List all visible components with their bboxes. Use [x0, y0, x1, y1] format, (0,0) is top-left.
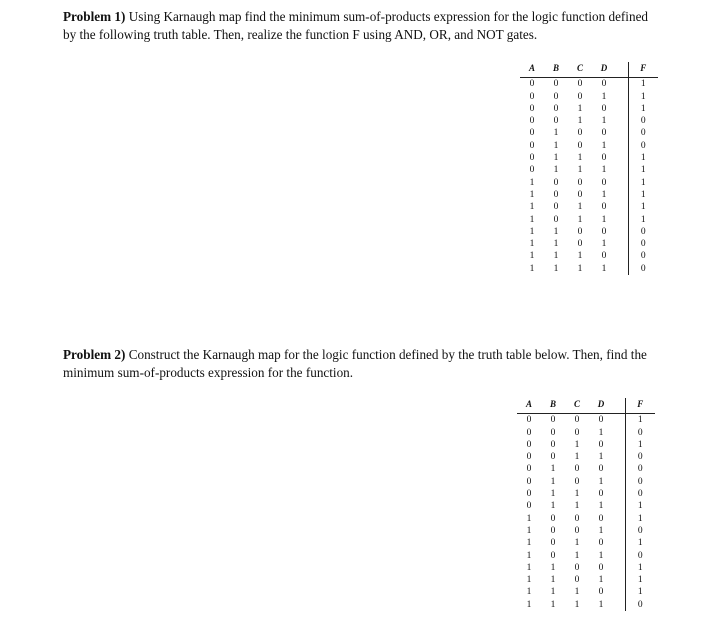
cell-f: 0	[625, 550, 655, 562]
cell-a: 0	[529, 91, 535, 102]
cell-f: 1	[628, 91, 658, 103]
cell-d: 1	[601, 214, 607, 225]
cell-f: 1	[625, 537, 655, 549]
table-row	[517, 525, 655, 537]
table-row	[520, 103, 658, 115]
truth-table-1-body	[520, 78, 658, 275]
cell-gap	[616, 78, 628, 91]
cell-a: 0	[526, 501, 532, 512]
cell-b: 1	[550, 464, 556, 475]
table-row	[520, 263, 658, 275]
cell-b: 0	[553, 214, 559, 225]
col-header-f: F	[625, 398, 655, 414]
cell-f: 1	[625, 500, 655, 512]
cell-c: 1	[574, 489, 580, 500]
table-row	[520, 177, 658, 189]
cell-b: 1	[553, 128, 559, 139]
truth-table-2	[517, 398, 655, 611]
cell-c: 0	[577, 189, 583, 200]
cell-c: 1	[574, 452, 580, 463]
cell-gap	[613, 550, 625, 562]
cell-c: 0	[574, 575, 580, 586]
col-header-b: B	[544, 62, 568, 78]
truth-table-1	[520, 62, 658, 275]
cell-d: 1	[598, 452, 604, 463]
cell-a: 1	[526, 513, 532, 524]
cell-gap	[616, 226, 628, 238]
cell-d: 0	[601, 251, 607, 262]
cell-a: 0	[529, 153, 535, 164]
cell-f: 0	[628, 140, 658, 152]
cell-c: 0	[574, 476, 580, 487]
cell-b: 1	[550, 599, 556, 610]
cell-d: 0	[601, 226, 607, 237]
cell-gap	[616, 201, 628, 213]
table-row	[517, 488, 655, 500]
cell-d: 0	[598, 538, 604, 549]
cell-a: 0	[526, 415, 532, 426]
table-row	[517, 451, 655, 463]
cell-f: 0	[625, 476, 655, 488]
cell-gap	[613, 562, 625, 574]
table-row	[517, 513, 655, 525]
cell-a: 1	[529, 214, 535, 225]
cell-a: 1	[526, 599, 532, 610]
cell-c: 0	[574, 513, 580, 524]
table-row	[520, 226, 658, 238]
table-row	[517, 414, 655, 427]
table-row	[517, 586, 655, 598]
cell-b: 0	[550, 513, 556, 524]
cell-d: 1	[598, 525, 604, 536]
cell-c: 1	[574, 538, 580, 549]
cell-gap	[613, 463, 625, 475]
cell-d: 1	[601, 165, 607, 176]
cell-gap	[616, 189, 628, 201]
cell-a: 0	[529, 128, 535, 139]
cell-f: 1	[625, 439, 655, 451]
cell-d: 0	[601, 79, 607, 90]
cell-b: 0	[550, 427, 556, 438]
cell-gap	[613, 476, 625, 488]
cell-d: 1	[598, 427, 604, 438]
cell-a: 0	[526, 464, 532, 475]
cell-d: 0	[601, 103, 607, 114]
cell-d: 1	[598, 501, 604, 512]
cell-d: 1	[601, 91, 607, 102]
cell-f: 1	[628, 103, 658, 115]
cell-f: 1	[628, 214, 658, 226]
cell-c: 0	[577, 128, 583, 139]
cell-b: 0	[553, 116, 559, 127]
cell-d: 1	[598, 599, 604, 610]
cell-gap	[616, 91, 628, 103]
cell-b: 0	[550, 415, 556, 426]
table-row	[520, 78, 658, 91]
cell-d: 1	[601, 189, 607, 200]
cell-c: 1	[574, 599, 580, 610]
cell-c: 0	[574, 464, 580, 475]
cell-gap	[613, 500, 625, 512]
cell-f: 0	[625, 488, 655, 500]
cell-a: 0	[529, 79, 535, 90]
cell-c: 1	[577, 263, 583, 274]
cell-b: 0	[553, 91, 559, 102]
table-row	[517, 537, 655, 549]
cell-f: 1	[628, 177, 658, 189]
problem-2	[63, 346, 663, 382]
cell-d: 0	[601, 177, 607, 188]
cell-a: 0	[526, 427, 532, 438]
cell-gap	[616, 152, 628, 164]
cell-b: 1	[553, 153, 559, 164]
cell-c: 0	[574, 525, 580, 536]
cell-b: 1	[553, 263, 559, 274]
cell-f: 0	[628, 263, 658, 275]
cell-f: 1	[628, 78, 658, 91]
cell-f: 1	[625, 414, 655, 427]
cell-b: 1	[553, 165, 559, 176]
cell-c: 0	[577, 226, 583, 237]
cell-d: 1	[598, 575, 604, 586]
cell-a: 0	[526, 489, 532, 500]
table-row	[520, 91, 658, 103]
cell-a: 0	[526, 439, 532, 450]
cell-f: 1	[628, 164, 658, 176]
table-row	[517, 476, 655, 488]
cell-f: 1	[625, 513, 655, 525]
table-row	[520, 238, 658, 250]
cell-f: 0	[628, 127, 658, 139]
cell-f: 1	[628, 201, 658, 213]
cell-gap	[613, 488, 625, 500]
cell-c: 1	[577, 214, 583, 225]
problem-1-text: Using Karnaugh map find the minimum sum-of-products expression for the logic function defined by the following truth table. Then, realize the function F using AND, OR, and NOT gates.	[63, 9, 649, 42]
cell-c: 0	[574, 562, 580, 573]
cell-d: 1	[598, 476, 604, 487]
cell-gap	[616, 238, 628, 250]
cell-gap	[613, 599, 625, 611]
cell-gap	[613, 427, 625, 439]
table-row	[520, 140, 658, 152]
cell-b: 1	[553, 226, 559, 237]
col-header-f: F	[628, 62, 658, 78]
cell-a: 1	[526, 550, 532, 561]
cell-gap	[616, 250, 628, 262]
cell-c: 0	[577, 91, 583, 102]
truth-table-2-body	[517, 414, 655, 611]
cell-c: 1	[577, 153, 583, 164]
table-row	[517, 439, 655, 451]
cell-f: 0	[628, 226, 658, 238]
cell-f: 0	[628, 238, 658, 250]
cell-d: 0	[601, 202, 607, 213]
cell-a: 0	[529, 165, 535, 176]
cell-gap	[616, 214, 628, 226]
cell-gap	[616, 177, 628, 189]
problem-2-text: Construct the Karnaugh map for the logic function defined by the truth table below. Then, find the minimum sum-of-products expression for the function.	[63, 347, 647, 380]
cell-b: 0	[553, 202, 559, 213]
cell-c: 0	[574, 415, 580, 426]
cell-b: 0	[553, 189, 559, 200]
cell-gap	[613, 513, 625, 525]
cell-d: 1	[601, 140, 607, 151]
cell-a: 1	[529, 177, 535, 188]
cell-gap	[613, 525, 625, 537]
cell-b: 1	[550, 501, 556, 512]
table-row	[517, 550, 655, 562]
problem-1	[63, 8, 663, 44]
cell-b: 0	[553, 79, 559, 90]
col-header-c: C	[568, 62, 592, 78]
cell-c: 0	[577, 79, 583, 90]
table-row	[517, 427, 655, 439]
cell-b: 0	[553, 177, 559, 188]
cell-c: 0	[577, 177, 583, 188]
cell-b: 1	[553, 140, 559, 151]
cell-d: 1	[601, 263, 607, 274]
cell-b: 0	[550, 452, 556, 463]
cell-b: 1	[550, 476, 556, 487]
problem-1-label: Problem 1)	[63, 9, 126, 24]
cell-gap	[616, 115, 628, 127]
cell-a: 1	[526, 575, 532, 586]
col-header-a: A	[520, 62, 544, 78]
cell-c: 0	[574, 427, 580, 438]
cell-c: 1	[577, 116, 583, 127]
cell-f: 0	[625, 427, 655, 439]
cell-b: 0	[550, 550, 556, 561]
cell-gap	[616, 127, 628, 139]
col-gap	[616, 62, 628, 78]
cell-b: 0	[553, 103, 559, 114]
cell-a: 1	[529, 226, 535, 237]
cell-c: 1	[577, 202, 583, 213]
cell-f: 0	[628, 115, 658, 127]
table-row	[520, 127, 658, 139]
cell-d: 0	[598, 513, 604, 524]
cell-d: 0	[598, 415, 604, 426]
cell-f: 1	[625, 586, 655, 598]
cell-f: 1	[628, 152, 658, 164]
cell-d: 0	[598, 439, 604, 450]
cell-d: 1	[598, 550, 604, 561]
cell-a: 1	[529, 251, 535, 262]
cell-c: 0	[577, 239, 583, 250]
col-gap	[613, 398, 625, 414]
cell-b: 1	[550, 587, 556, 598]
cell-gap	[613, 574, 625, 586]
cell-gap	[613, 451, 625, 463]
table-row	[517, 500, 655, 512]
cell-c: 1	[574, 439, 580, 450]
cell-f: 0	[625, 463, 655, 475]
table-row	[517, 562, 655, 574]
cell-f: 1	[625, 562, 655, 574]
cell-a: 1	[526, 538, 532, 549]
cell-f: 1	[628, 189, 658, 201]
cell-b: 1	[550, 575, 556, 586]
cell-c: 1	[574, 587, 580, 598]
cell-b: 0	[550, 439, 556, 450]
cell-b: 1	[553, 239, 559, 250]
cell-f: 0	[625, 451, 655, 463]
table-row	[520, 152, 658, 164]
cell-b: 1	[550, 562, 556, 573]
col-header-b: B	[541, 398, 565, 414]
cell-a: 1	[529, 202, 535, 213]
cell-d: 0	[598, 587, 604, 598]
cell-gap	[613, 537, 625, 549]
cell-a: 1	[529, 239, 535, 250]
cell-d: 0	[598, 489, 604, 500]
cell-c: 1	[577, 165, 583, 176]
cell-c: 1	[574, 550, 580, 561]
cell-c: 0	[577, 140, 583, 151]
table-row	[517, 599, 655, 611]
table-row	[520, 189, 658, 201]
cell-d: 1	[601, 239, 607, 250]
table-row	[520, 115, 658, 127]
problem-2-label: Problem 2)	[63, 347, 126, 362]
cell-gap	[616, 103, 628, 115]
cell-b: 1	[550, 489, 556, 500]
cell-a: 0	[526, 452, 532, 463]
cell-d: 0	[598, 464, 604, 475]
cell-gap	[613, 439, 625, 451]
cell-gap	[613, 414, 625, 427]
cell-c: 1	[577, 251, 583, 262]
table-row	[520, 250, 658, 262]
cell-f: 1	[625, 574, 655, 586]
table-row	[520, 164, 658, 176]
cell-b: 0	[550, 538, 556, 549]
cell-c: 1	[574, 501, 580, 512]
cell-b: 0	[550, 525, 556, 536]
cell-gap	[613, 586, 625, 598]
cell-gap	[616, 140, 628, 152]
cell-f: 0	[628, 250, 658, 262]
cell-b: 1	[553, 251, 559, 262]
cell-a: 1	[526, 587, 532, 598]
cell-f: 0	[625, 525, 655, 537]
table-row	[520, 214, 658, 226]
cell-d: 0	[598, 562, 604, 573]
cell-a: 0	[526, 476, 532, 487]
cell-a: 0	[529, 103, 535, 114]
cell-gap	[616, 263, 628, 275]
cell-a: 0	[529, 116, 535, 127]
cell-a: 1	[526, 562, 532, 573]
cell-d: 0	[601, 128, 607, 139]
cell-a: 0	[529, 140, 535, 151]
col-header-d: D	[592, 62, 616, 78]
table-row	[517, 574, 655, 586]
table-row	[517, 463, 655, 475]
table-row	[520, 201, 658, 213]
cell-d: 1	[601, 116, 607, 127]
col-header-c: C	[565, 398, 589, 414]
cell-f: 0	[625, 599, 655, 611]
cell-a: 1	[529, 189, 535, 200]
cell-gap	[616, 164, 628, 176]
col-header-d: D	[589, 398, 613, 414]
cell-a: 1	[526, 525, 532, 536]
cell-c: 1	[577, 103, 583, 114]
cell-a: 1	[529, 263, 535, 274]
cell-d: 0	[601, 153, 607, 164]
col-header-a: A	[517, 398, 541, 414]
